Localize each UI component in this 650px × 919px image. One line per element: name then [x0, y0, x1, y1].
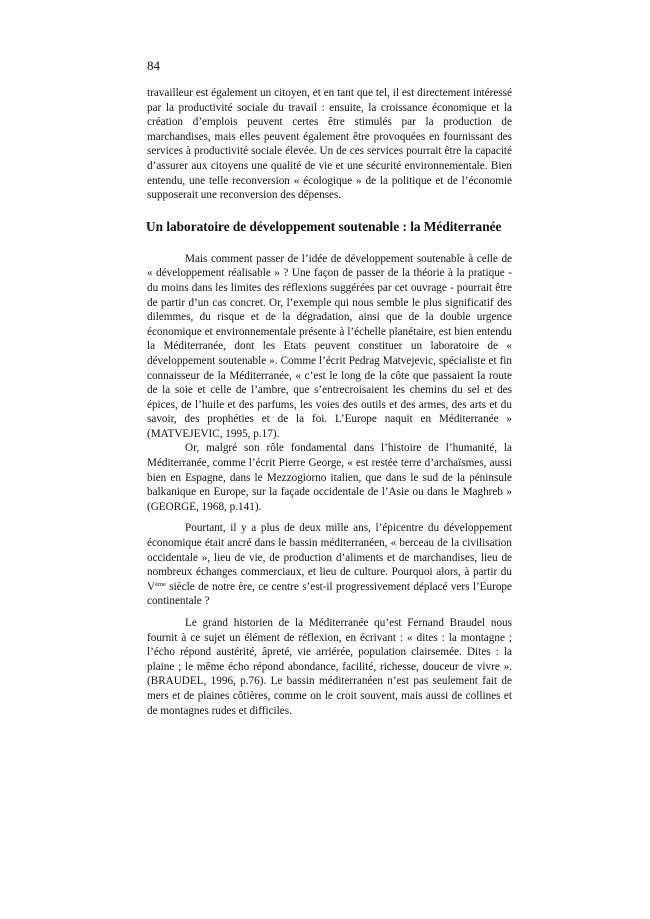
paragraph-epicentre-text-1: Pourtant, il y a plus de deux mille ans, l’épicentre du développement économique était ancré dans le bassin méditerranéen, « berceau de la civilisation occidentale », lieu de vie, de production d’aliments et de marchandises, lieu de nombreux échanges commerciaux, et lieu de culture. Pourquoi alors, à partir du V	[147, 522, 512, 593]
paragraph-braudel: Le grand historien de la Méditerranée qu’est Fernand Braudel nous fournit à ce sujet un élément de réflexion, en écrivant : « dites : la montagne ; l’écho répond austérité, âpreté, vie arriérée, population clairsemée. Dites : la plaine ; le même écho répond abondance, facilité, richesse, douceur de vivre ». (BRAUDEL, 1996, p.76). Le bassin méditerranéen n’est pas seulement fait de mers et de plaines côtières, comme on le croit souvent, mais aussi de collines et de montagnes rudes et difficiles.	[147, 617, 512, 717]
page-number: 84	[147, 58, 160, 73]
section-heading: Un laboratoire de développement soutenable : la Méditerranée	[146, 218, 502, 234]
century-superscript: ème	[155, 580, 166, 588]
paragraph-epicentre	[147, 521, 512, 609]
intro-paragraph: travailleur est également un citoyen, et en tant que tel, il est directement intéressé par la productivité sociale du travail : ensuite, la croissance économique et la création d’emplois peuvent certes être stimulés par la production de marchandises, mais elles peuvent également être provoquées en fournissant des services à productivité sociale élevée. Un de ces services pourrait être la capacité d’assurer aux citoyens une qualité de vie et une sécurité environnementale. Bien entendu, une telle reconversion « écologique » de la politique et de l’économie supposerait une reconversion des dépenses.	[147, 87, 512, 202]
paragraph-epicentre-text-2: siècle de notre ère, ce centre s’est-il progressivement déplacé vers l’Europe continentale ?	[147, 580, 512, 608]
paragraph-matvejevic: Mais comment passer de l’idée de développement soutenable à celle de « développement réalisable » ? Une façon de passer de la théorie à la pratique - du moins dans les limites des réflexions suggérées par cet ouvrage - pourrait être de partir d’un cas concret. Or, l’exemple qui nous semble le plus significatif des dilemmes, du risque et de la dégradation, ainsi que de la double urgence économique et environnementale présente à l’échelle planétaire, est bien entendu la Méditerranée, dont les Etats peuvent constituer un laboratoire de « développement soutenable ». Comme l’écrit Pedrag Matvejevic, spécialiste et fin connaisseur de la Méditerranée, « c’est le long de la côte que passaient la route de la soie et celle de l’ambre, que s’entrecroisaient les chemins du sel et des épices, de l’huile et des parfums, les voies des outils et des armes, des arts et du savoir, des prophéties et de la foi. L’Europe naquit en Méditerranée » (MATVEJEVIC, 1995, p.17).	[147, 252, 512, 440]
paragraph-george: Or, malgré son rôle fondamental dans l’histoire de l’humanité, la Méditerranée, comme l’écrit Pierre George, « est restée terre d’archaïsmes, aussi bien en Espagne, dans le Mezzogiorno italien, que dans le sud de la péninsule balkanique en Europe, sur la façade occidentale de l’Asie ou dans le Maghreb » (GEORGE, 1968, p.141).	[147, 442, 512, 513]
page-body	[147, 86, 512, 718]
